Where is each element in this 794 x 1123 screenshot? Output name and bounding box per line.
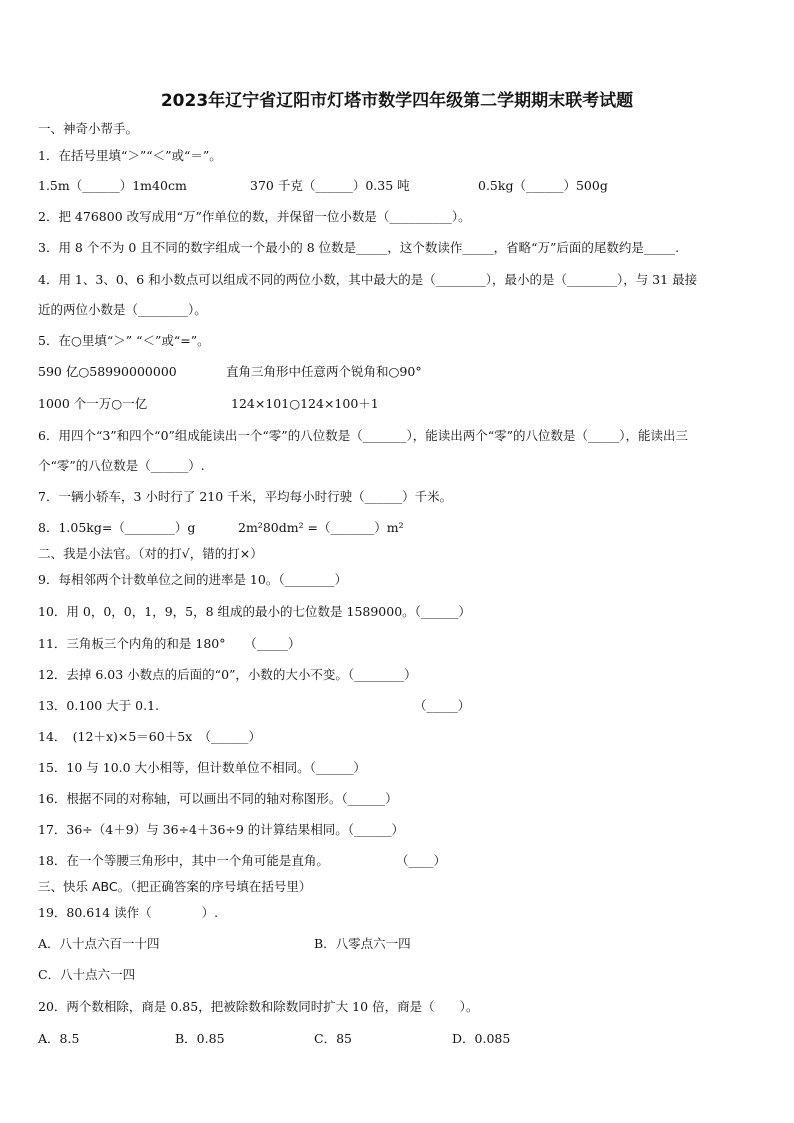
question-20-option-a: A．8.5 [38, 1031, 80, 1046]
question-1: 1．在括号里填“＞”“＜”或“＝”。 [38, 148, 222, 163]
question-12: 12．去掉 6.03 小数点的后面的“0”，小数的大小不变。（________） [38, 667, 417, 682]
question-5-c: 1000 个一万○一亿 [38, 396, 148, 411]
question-13: 13．0.100 大于 0.1. [38, 698, 159, 713]
section-2-heading: 二、我是小法官。（对的打√，错的打×） [38, 546, 263, 561]
question-15: 15．10 与 10.0 大小相等，但计数单位不相同。（______） [38, 760, 366, 775]
page-title: 2023年辽宁省辽阳市灯塔市数学四年级第二学期期末联考试题 [160, 91, 634, 111]
question-6-line-2: 个“零”的八位数是（______）. [38, 458, 205, 473]
question-19-option-b: B．八零点六一四 [314, 936, 411, 951]
question-5: 5．在○里填“＞” “＜”或“=”。 [38, 333, 210, 348]
question-20-option-d: D．0.085 [452, 1031, 511, 1046]
question-20-option-c: C．85 [314, 1031, 352, 1046]
question-19-option-a: A．八十点六百一十四 [38, 936, 160, 951]
question-2: 2．把 476800 改写成用“万”作单位的数，并保留一位小数是（__________）。 [38, 209, 471, 224]
question-3: 3．用 8 个不为 0 且不同的数字组成一个最小的 8 位数是_____，这个数读作_____，省略“万”后面的尾数约是_____. [38, 240, 680, 255]
question-5-a: 590 亿○58990000000 [38, 364, 177, 379]
question-18-blank: （____） [396, 853, 447, 868]
question-7: 7．一辆小轿车，3 小时行了 210 千米，平均每小时行驶（______）千米。 [38, 489, 453, 504]
question-4-line-1: 4．用 1、3、0、6 和小数点可以组成不同的两位小数，其中最大的是（________），最小的是（________），与 31 最接 [38, 272, 698, 287]
question-5-b: 直角三角形中任意两个锐角和○90° [226, 364, 422, 379]
section-1-heading: 一、神奇小帮手。 [38, 121, 139, 136]
question-19: 19．80.614 读作（ ）. [38, 905, 219, 920]
question-1-a: 1.5m（______）1m40cm [38, 178, 187, 193]
question-10: 10．用 0，0，0，1，9，5，8 组成的最小的七位数是 1589000。（______） [38, 604, 471, 619]
section-3-heading: 三、快乐 ABC。（把正确答案的序号填在括号里） [38, 879, 312, 894]
question-14: 14． (12＋x)×5＝60＋5x （______） [38, 729, 261, 744]
question-6-line-1: 6．用四个“3”和四个“0”组成能读出一个“零”的八位数是（_______），能读出两个“零”的八位数是（_____），能读出三 [38, 428, 688, 443]
question-8-a: 8．1.05kg=（________）g [38, 520, 196, 535]
question-20: 20．两个数相除，商是 0.85，把被除数和除数同时扩大 10 倍，商是（ ）。 [38, 999, 479, 1014]
question-16: 16．根据不同的对称轴，可以画出不同的轴对称图形。（______） [38, 791, 398, 806]
question-8-b: 2m²80dm² =（_______）m² [238, 520, 404, 535]
question-4-line-2: 近的两位小数是（________）。 [38, 302, 207, 317]
question-1-b: 370 千克（______）0.35 吨 [250, 178, 410, 193]
question-18: 18．在一个等腰三角形中，其中一个角可能是直角。 [38, 853, 329, 868]
question-19-option-c: C．八十点六一四 [38, 967, 136, 982]
question-13-blank: （_____） [414, 698, 471, 713]
question-1-c: 0.5kg（______）500g [478, 178, 608, 193]
question-20-option-b: B．0.85 [175, 1031, 225, 1046]
question-11: 11．三角板三个内角的和是 180° （_____） [38, 636, 301, 651]
question-9: 9．每相邻两个计数单位之间的进率是 10。（________） [38, 572, 348, 587]
question-17: 17．36÷（4＋9）与 36÷4＋36÷9 的计算结果相同。（______） [38, 822, 405, 837]
question-5-d: 124×101○124×100＋1 [231, 396, 379, 411]
